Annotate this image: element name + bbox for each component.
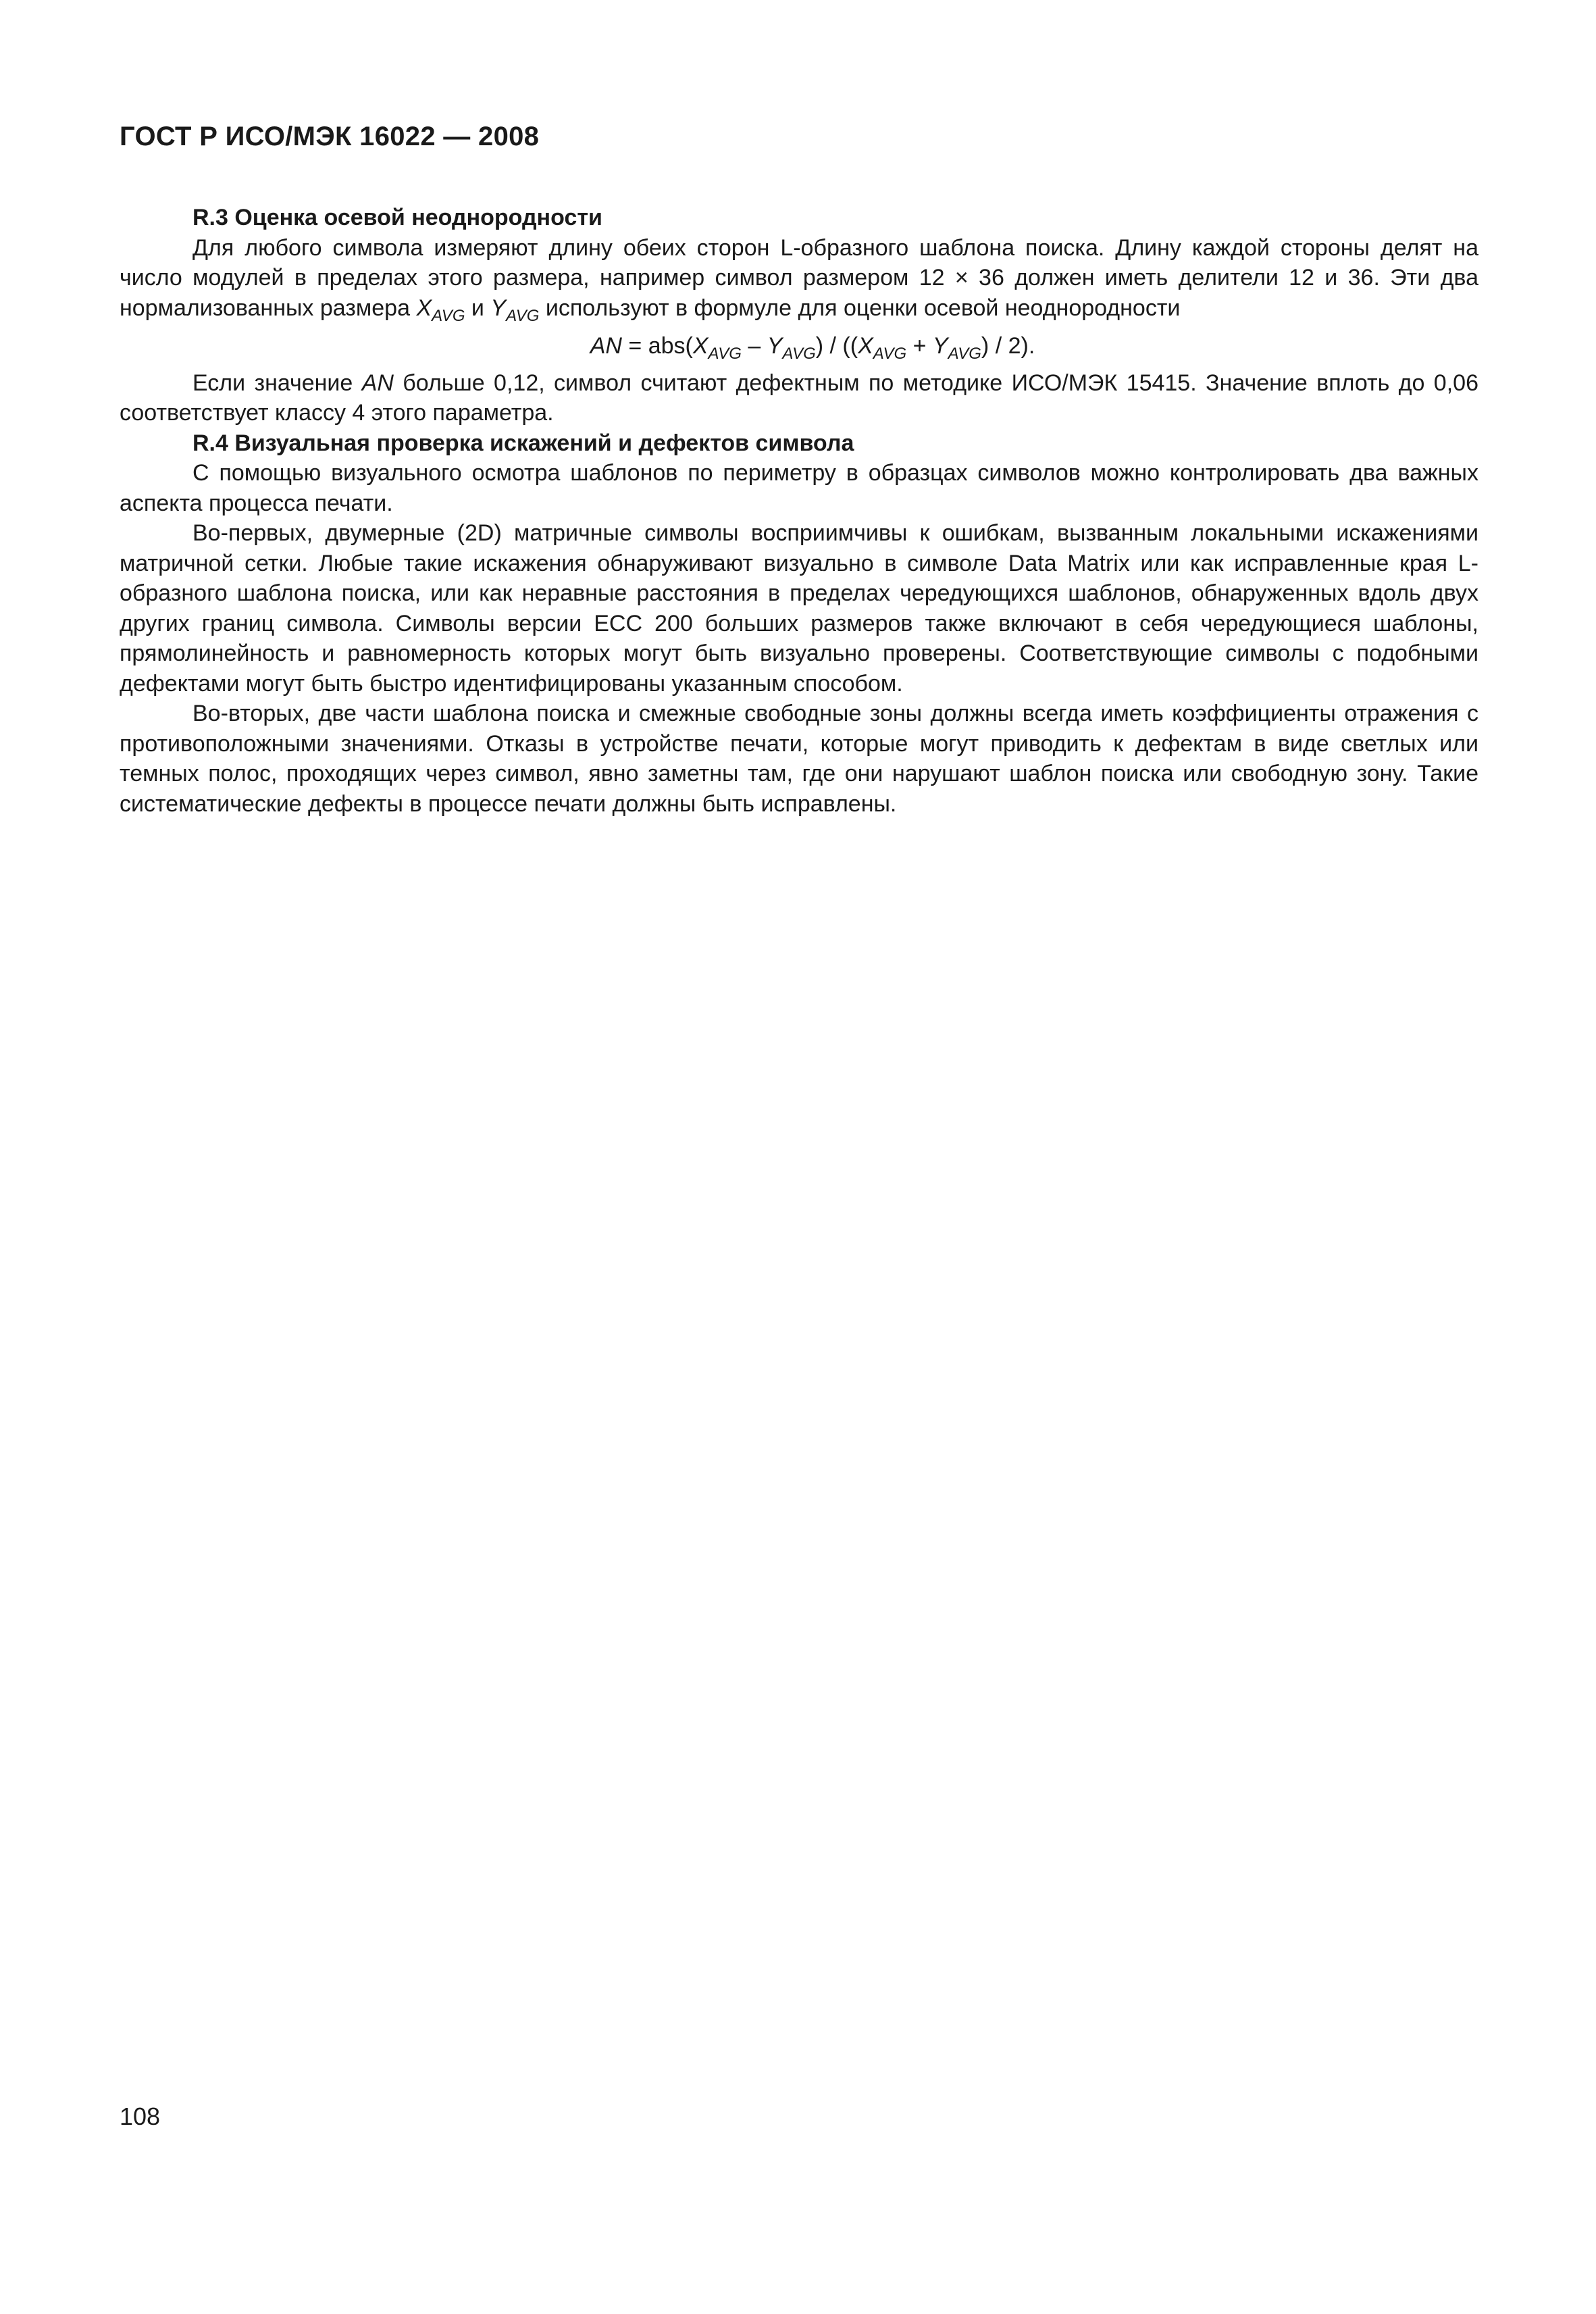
paragraph-r3-2: Если значение AN больше 0,12, символ считают дефектным по методике ИСО/МЭК 15415. Значение вплоть до 0,06 соответствует классу 4 этого параметра. — [120, 370, 1478, 426]
document-header: ГОСТ Р ИСО/МЭК 16022 — 2008 — [120, 122, 540, 151]
paragraph-r3-1: Для любого символа измеряют длину обеих сторон L-образного шаблона поиска. Длину каждой стороны делят на число модулей в пределах этого размера, например символ размером 12 × 36 должен иметь делители 12 и 36. Эти два нормализованных размера $X_{AVG}$ и $Y_{AVG}$ используют в формуле для оценки осевой неоднородности — [120, 234, 1478, 325]
paragraph-r4-1: С помощью визуального осмотра шаблонов по периметру в образцах символов можно контролировать два важных аспекта процесса печати. — [120, 460, 1478, 516]
paragraph-r4-2: Во-первых, двумерные (2D) матричные символы восприимчивы к ошибкам, вызванным локальными искажениями матричной сетки. Любые такие искажения обнаруживают визуально в символе Data Matrix или как исправленные края L-образного шаблона поиска, или как неравные расстояния в пределах чередующихся шаблонов, обнаруженных вдоль двух других границ символа. Символы версии ECC 200 больших размеров также включают в себя чередующиеся шаблоны, прямолинейность и равномерность которых могут быть визуально проверены. Соответствующие символы с подобными дефектами могут быть быстро идентифицированы указанным способом. — [120, 520, 1478, 697]
page-number: 108 — [120, 2103, 161, 2130]
section-heading-r4: R.4 Визуальная проверка искажений и дефектов символа — [192, 430, 854, 456]
paragraph-r4-3: Во-вторых, две части шаблона поиска и смежные свободные зоны должны всегда иметь коэффициенты отражения с противоположными значениями. Отказы в устройстве печати, которые могут приводить к дефектам в виде светлых или темных полос, проходящих через символ, явно заметны там, где они нарушают шаблон поиска или свободную зону. Такие систематические дефекты в процессе печати должны быть исправлены. — [120, 701, 1478, 817]
axial-nonuniformity-formula: AN = $abs(X_{AVG} - Y_{AVG}) / ((X_{AVG} + Y_{AVG}) / 2)$. — [590, 333, 1035, 363]
x-avg-variable: $X_{AVG}$ — [416, 295, 465, 325]
y-avg-variable: $Y_{AVG}$ — [490, 295, 540, 325]
document-body — [120, 203, 1478, 819]
section-heading-r3: R.3 Оценка осевой неоднородности — [192, 205, 602, 230]
